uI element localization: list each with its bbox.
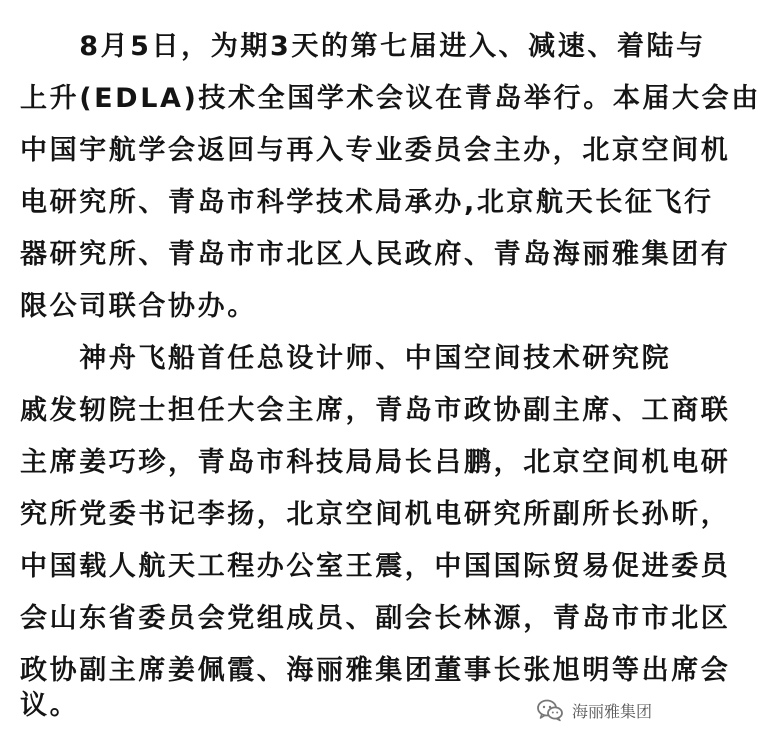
text-line-11: 中国载人航天工程办公室王震，中国国际贸易促进委员 bbox=[20, 551, 731, 582]
text-line-4: 电研究所、青岛市科学技术局承办,北京航天长征飞行 bbox=[20, 187, 714, 218]
text-line-9: 主席姜巧珍，青岛市科技局局长吕鹏，北京空间机电研 bbox=[20, 447, 731, 478]
text-line-6: 限公司联合协办。 bbox=[20, 291, 257, 322]
text-line-12: 会山东省委员会党组成员、副会长林源，青岛市市北区 bbox=[20, 603, 731, 634]
text-line-5: 器研究所、青岛市市北区人民政府、青岛海丽雅集团有 bbox=[20, 239, 731, 270]
text-line-7: 神舟飞船首任总设计师、中国空间技术研究院 bbox=[20, 343, 672, 374]
text-line-8: 戚发轫院士担任大会主席，青岛市政协副主席、工商联 bbox=[20, 395, 731, 426]
text-line-2: 上升(EDLA)技术全国学术会议在青岛举行。本届大会由 bbox=[20, 83, 761, 114]
text-line-3: 中国宇航学会返回与再入专业委员会主办，北京空间机 bbox=[20, 135, 731, 166]
text-line-14: 议。 bbox=[20, 690, 80, 721]
wechat-icon bbox=[536, 698, 564, 722]
text-line-10: 究所党委书记李扬，北京空间机电研究所副所长孙昕， bbox=[20, 499, 731, 530]
watermark bbox=[536, 695, 652, 725]
watermark-text: 海丽雅集团 bbox=[572, 701, 653, 721]
text-line-13: 政协副主席姜佩霞、海丽雅集团董事长张旭明等出席会 bbox=[20, 655, 731, 686]
text-line-1: 8月5日，为期3天的第七届进入、减速、着陆与 bbox=[20, 31, 706, 62]
